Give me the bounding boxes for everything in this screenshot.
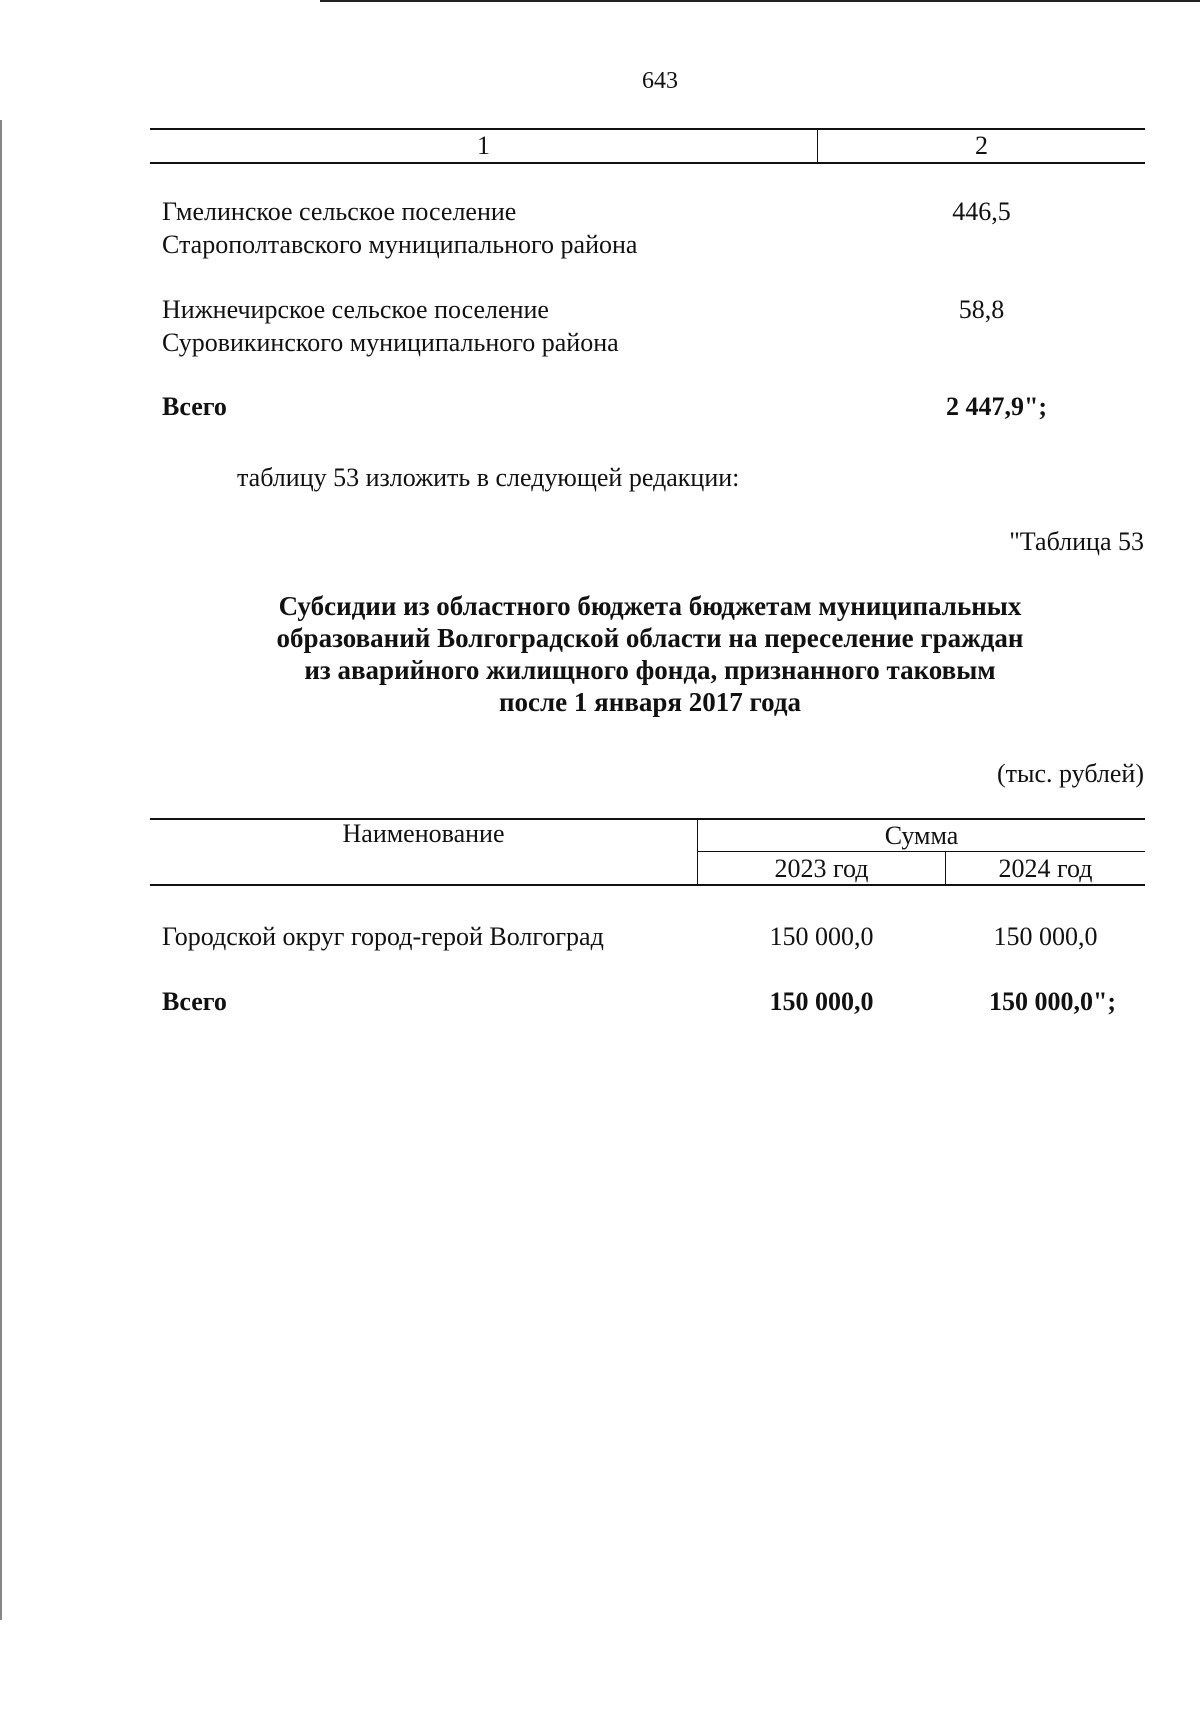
- main-table-row-1-name: Городской округ город-герой Волгоград: [162, 922, 604, 951]
- main-table-header-year-2: 2024 год: [998, 854, 1093, 883]
- main-table-row-1-value-2023: 150 000,0: [769, 922, 874, 951]
- page-number: 643: [642, 68, 678, 94]
- continuation-row-1-name-line-2: Старополтавского муниципального района: [162, 230, 638, 259]
- table-title: [160, 590, 1140, 718]
- table-label: "Таблица 53: [1009, 527, 1144, 556]
- scan-edge-top: [320, 0, 1200, 2]
- continuation-row-2-value: 58,8: [958, 295, 1005, 324]
- instruction-text: таблицу 53 изложить в следующей редакции:: [237, 463, 740, 492]
- continuation-header-col-2: 2: [975, 131, 988, 160]
- units-label: (тыс. рублей): [996, 759, 1144, 788]
- continuation-row-2-name-line-1: Нижнечирское сельское поселение: [162, 295, 549, 324]
- main-table-total-2024: 150 000,0";: [988, 987, 1117, 1016]
- table-title-line-1: Субсидии из областного бюджета бюджетам муниципальных: [278, 591, 1022, 621]
- table-title-line-2: образований Волгоградской области на переселение граждан: [276, 623, 1024, 653]
- main-table-total-2023: 150 000,0: [769, 987, 874, 1016]
- main-table-header-name: Наименование: [342, 819, 505, 848]
- table-title-line-4: после 1 января 2017 года: [498, 687, 801, 717]
- main-table-header-year-1: 2023 год: [774, 854, 869, 883]
- main-table-row-1-value-2024: 150 000,0: [993, 922, 1098, 951]
- continuation-header-col-1: 1: [477, 131, 490, 160]
- continuation-table-header-rule: [150, 162, 1145, 164]
- main-table-header-sum: Сумма: [884, 821, 959, 850]
- scan-edge-left: [0, 120, 2, 1620]
- continuation-row-2-name-line-2: Суровикинского муниципального района: [162, 328, 619, 357]
- continuation-total-value: 2 447,9";: [945, 392, 1048, 421]
- continuation-row-1-value: 446,5: [952, 197, 1011, 226]
- continuation-total-label: Всего: [162, 392, 227, 421]
- main-table-total-label: Всего: [162, 987, 227, 1016]
- table-title-line-3: из аварийного жилищного фонда, признанного таковым: [304, 655, 996, 685]
- continuation-row-1-name-line-1: Гмелинское сельское поселение: [162, 197, 517, 226]
